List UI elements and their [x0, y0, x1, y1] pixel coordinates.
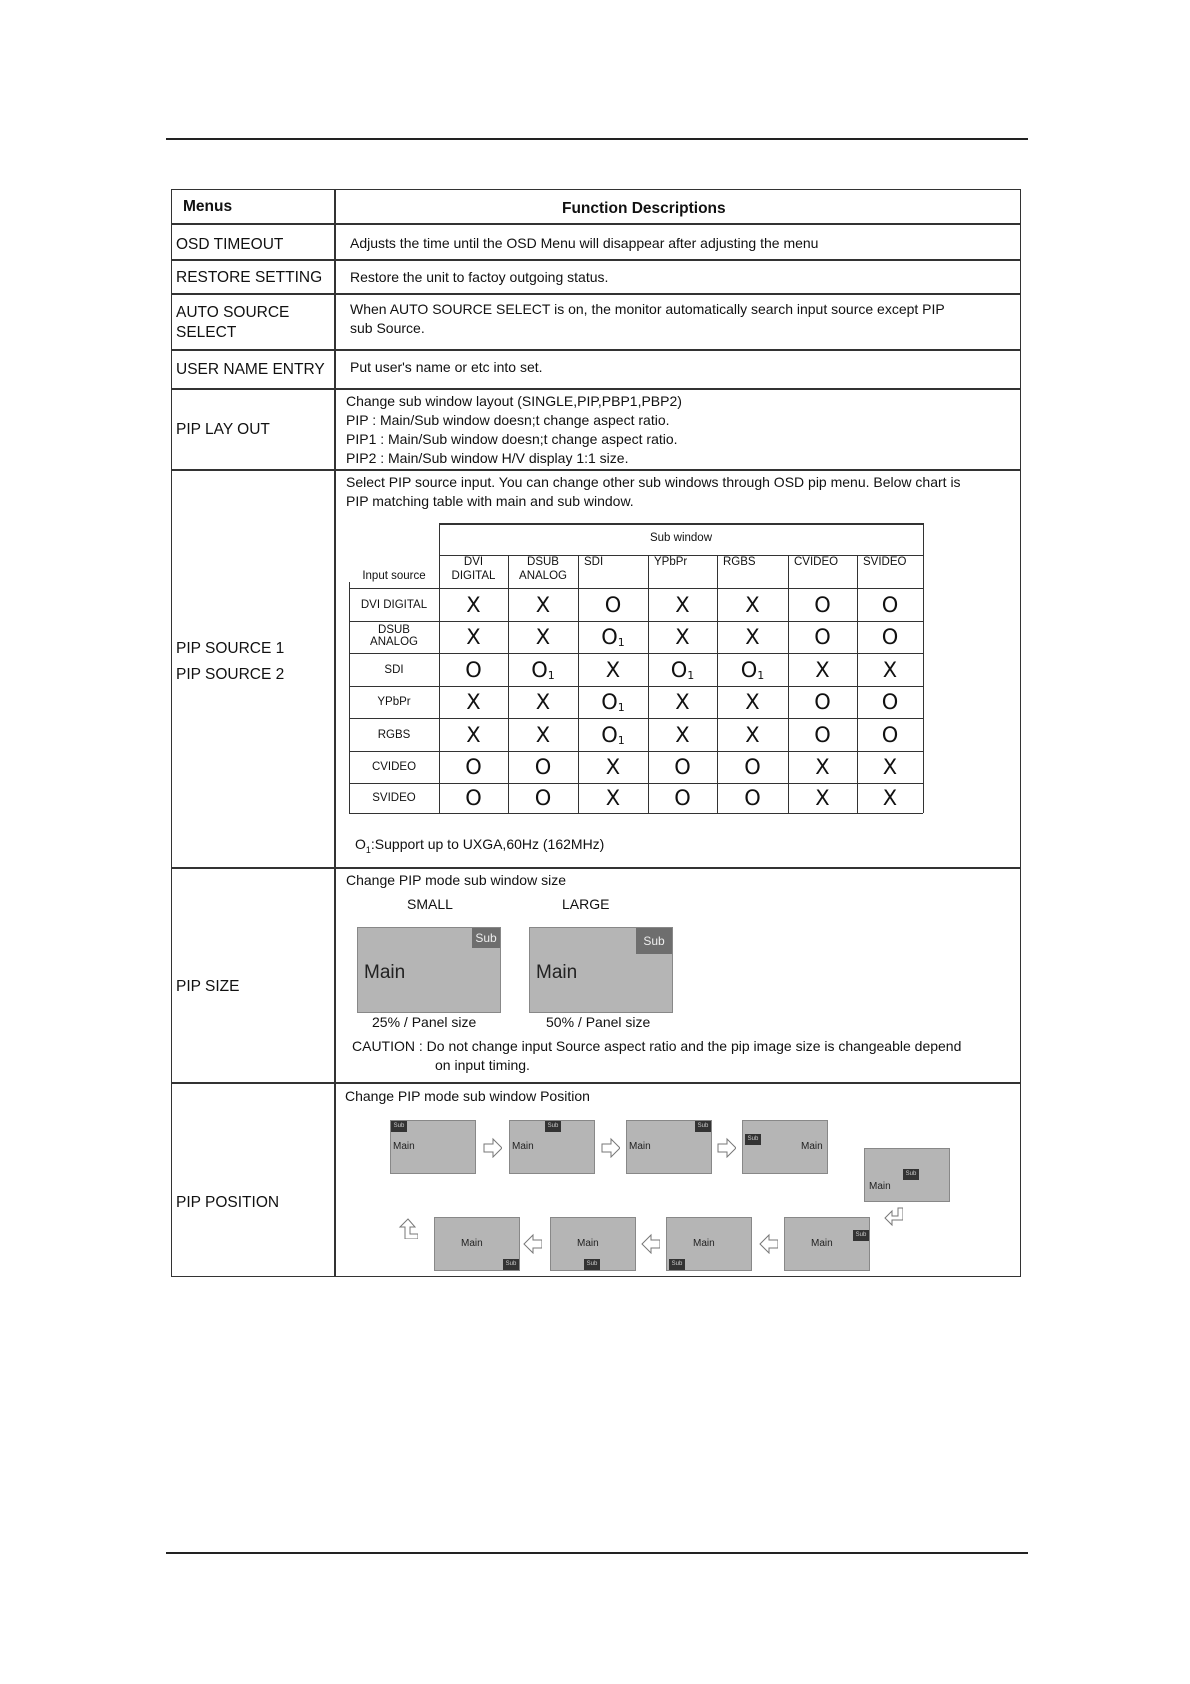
row-divider	[172, 349, 1020, 351]
pip-position-screen	[509, 1120, 595, 1174]
column-header: DSUB	[527, 556, 559, 568]
main-label: Main	[461, 1238, 483, 1249]
desc-pip-layout-line1: Change sub window layout (SINGLE,PIP,PBP1,PBP2)	[346, 393, 682, 409]
desc-pip-layout-line4: PIP2 : Main/Sub window H/V display 1:1 size.	[346, 450, 629, 466]
footnote-text: :Support up to UXGA,60Hz (162MHz)	[370, 836, 605, 852]
match-cell: O	[534, 755, 552, 779]
match-cell: X	[605, 786, 621, 810]
pip-position-screen	[864, 1148, 950, 1202]
match-cell: O	[674, 755, 691, 779]
left-arrow-icon	[758, 1232, 778, 1254]
turn-arrow-icon	[398, 1217, 418, 1239]
sub-window-header: Sub window	[649, 532, 712, 544]
pip-position-screen	[626, 1120, 712, 1174]
turn-arrow-icon	[883, 1206, 903, 1228]
caption-small: 25% / Panel size	[372, 1014, 477, 1030]
match-cell: $O_1$	[670, 657, 695, 682]
column-header-line2: DIGITAL	[451, 570, 496, 582]
row-label-line2: ANALOG	[370, 636, 418, 648]
pip-size-large-screen	[529, 927, 673, 1013]
row-divider	[172, 867, 1020, 869]
sub-window: Sub	[584, 1259, 600, 1270]
match-cell: X	[815, 657, 830, 682]
sub-window: Sub	[545, 1121, 561, 1132]
sub-window: Sub	[669, 1259, 685, 1270]
match-cell: X	[745, 690, 760, 714]
main-label: Main	[512, 1141, 534, 1152]
desc-auto-source-line1: When AUTO SOURCE SELECT is on, the monitor automatically search input source except PIP	[350, 301, 945, 317]
main-label: Main	[629, 1141, 651, 1152]
match-cell: O	[465, 786, 482, 810]
row-label: YPbPr	[377, 696, 411, 708]
match-cell: X	[605, 755, 621, 779]
sub-window-large: Sub	[636, 928, 672, 954]
right-arrow-icon	[600, 1136, 620, 1158]
footnote	[355, 835, 604, 860]
sub-window: Sub	[903, 1169, 919, 1180]
menu-auto-source-line1: AUTO SOURCE	[176, 304, 290, 321]
label-small: SMALL	[407, 896, 453, 912]
match-cell: X	[466, 625, 481, 649]
row-divider	[172, 388, 1020, 390]
sub-window: Sub	[695, 1121, 711, 1132]
column-header: SDI	[584, 556, 604, 568]
match-cell: X	[675, 592, 690, 617]
main-label: Main	[811, 1238, 833, 1249]
match-cell: X	[605, 657, 621, 682]
pip-position-screen	[666, 1217, 752, 1271]
match-cell: O	[814, 592, 831, 617]
bottom-rule	[166, 1552, 1028, 1554]
match-cell: O	[744, 786, 761, 810]
menu-osd-timeout: OSD TIMEOUT	[176, 236, 284, 253]
left-arrow-icon	[640, 1232, 660, 1254]
desc-pip-layout-line2: PIP : Main/Sub window doesn;t change aspect ratio.	[346, 412, 670, 428]
desc-pip-source-line2: PIP matching table with main and sub window.	[346, 493, 634, 509]
main-label: Main	[536, 962, 578, 983]
match-cell: O	[814, 690, 831, 714]
pip-size-small-screen	[357, 927, 501, 1013]
match-cell: X	[675, 722, 690, 747]
match-cell: O	[534, 786, 552, 810]
main-label: Main	[364, 962, 406, 983]
desc-pip-position: Change PIP mode sub window Position	[345, 1088, 590, 1104]
match-cell: O	[814, 625, 831, 649]
row-divider	[172, 469, 1020, 471]
match-cell: X	[882, 786, 898, 810]
header-function-descriptions: Function Descriptions	[562, 200, 726, 217]
match-cell: X	[745, 625, 760, 649]
match-cell: O	[465, 657, 482, 682]
desc-pip-source-line1: Select PIP source input. You can change other sub windows through OSD pip menu. Below chart is	[346, 474, 961, 490]
row-divider	[172, 1082, 1020, 1084]
match-cell: X	[466, 592, 481, 617]
row-label: RGBS	[377, 728, 411, 741]
desc-pip-layout-line3: PIP1 : Main/Sub window doesn;t change aspect ratio.	[346, 431, 678, 447]
match-cell: O	[881, 722, 899, 747]
match-cell: X	[882, 657, 898, 682]
match-cell: X	[535, 690, 551, 714]
label-large: LARGE	[562, 896, 610, 912]
caption-large: 50% / Panel size	[546, 1014, 651, 1030]
desc-user-name-entry: Put user's name or etc into set.	[350, 359, 543, 375]
match-cell: X	[815, 786, 830, 810]
footnote-mark: O	[355, 836, 366, 852]
match-cell: X	[745, 592, 760, 617]
match-cell: O	[744, 755, 761, 779]
match-cell: O	[814, 722, 831, 747]
caution-line1: CAUTION : Do not change input Source aspect ratio and the pip image size is changeable depend	[352, 1038, 962, 1054]
column-header: RGBS	[723, 556, 756, 568]
row-label: DSUB	[378, 624, 410, 636]
grid-line	[349, 783, 923, 784]
row-divider	[172, 293, 1020, 295]
menu-pip-source-2: PIP SOURCE 2	[176, 666, 285, 683]
main-label: Main	[693, 1238, 715, 1249]
pip-position-screen	[742, 1120, 828, 1174]
pip-position-screen	[434, 1217, 520, 1271]
match-cell: X	[675, 625, 690, 649]
match-cell: X	[535, 592, 551, 617]
column-divider	[334, 190, 336, 1276]
desc-osd-timeout: Adjusts the time until the OSD Menu will disappear after adjusting the menu	[350, 235, 819, 251]
desc-pip-size: Change PIP mode sub window size	[346, 872, 566, 888]
pip-position-screen	[390, 1120, 476, 1174]
top-rule	[166, 138, 1028, 140]
desc-auto-source-line2: sub Source.	[350, 320, 425, 336]
row-label: CVIDEO	[371, 761, 417, 773]
grid-line	[439, 523, 923, 525]
main-label: Main	[393, 1141, 415, 1152]
match-cell: O	[465, 755, 482, 779]
left-arrow-icon	[522, 1232, 542, 1254]
row-divider	[172, 223, 1020, 225]
match-cell: X	[535, 625, 551, 649]
main-label: Main	[577, 1238, 599, 1249]
grid-line	[349, 588, 923, 589]
menu-restore-setting: RESTORE SETTING	[176, 269, 323, 286]
match-cell: $O_1$	[601, 722, 625, 747]
grid-line	[349, 621, 923, 622]
match-cell: $O_1$	[601, 625, 625, 649]
match-cell: $O_1$	[601, 690, 625, 714]
sub-window: Sub	[853, 1230, 869, 1241]
row-label: SDI	[384, 663, 404, 676]
menu-pip-position: PIP POSITION	[176, 1194, 280, 1211]
footnote-sub: 1	[365, 844, 371, 855]
menu-pip-size: PIP SIZE	[176, 978, 240, 995]
column-header: SVIDEO	[863, 556, 907, 568]
row-label: DVI DIGITAL	[360, 598, 428, 611]
match-cell: X	[535, 722, 551, 747]
match-cell: X	[466, 722, 481, 747]
desc-restore-setting: Restore the unit to factoy outgoing status.	[350, 269, 609, 285]
match-cell: X	[745, 722, 760, 747]
row-label: SVIDEO	[372, 792, 416, 804]
column-header-line2: ANALOG	[519, 570, 567, 582]
menu-pip-source-1: PIP SOURCE 1	[176, 640, 285, 657]
sub-window: Sub	[745, 1134, 761, 1145]
column-header: DVI	[463, 556, 484, 568]
row-divider	[172, 259, 1020, 261]
match-cell: O	[674, 786, 691, 810]
match-cell: O	[881, 625, 899, 649]
sub-window: Sub	[503, 1259, 519, 1270]
pip-position-screen	[784, 1217, 870, 1271]
match-cell: O	[881, 690, 899, 714]
match-cell: O	[604, 592, 622, 617]
sub-window-small: Sub	[472, 928, 500, 948]
main-label: Main	[801, 1141, 823, 1152]
right-arrow-icon	[482, 1136, 502, 1158]
column-header: YPbPr	[654, 556, 688, 568]
column-header: CVIDEO	[794, 556, 839, 568]
caution-line2: on input timing.	[435, 1057, 530, 1073]
menu-auto-source-line2: SELECT	[176, 324, 237, 341]
match-cell: X	[675, 690, 690, 714]
grid-line	[349, 813, 923, 814]
grid-line	[349, 686, 923, 687]
menu-pip-layout: PIP LAY OUT	[176, 421, 270, 438]
match-cell: X	[815, 755, 830, 779]
menu-user-name-entry: USER NAME ENTRY	[176, 361, 325, 378]
header-menus: Menus	[183, 198, 233, 215]
main-label: Main	[869, 1181, 891, 1192]
match-cell: $O_1$	[740, 657, 765, 682]
input-source-header: Input source	[362, 570, 426, 582]
sub-window: Sub	[391, 1121, 407, 1132]
match-cell: O	[881, 592, 899, 617]
right-arrow-icon	[716, 1136, 736, 1158]
match-cell: X	[882, 755, 898, 779]
pip-matching-table	[349, 523, 923, 813]
match-cell: X	[466, 690, 481, 714]
pip-position-screen	[550, 1217, 636, 1271]
match-cell: $O_1$	[531, 657, 555, 682]
